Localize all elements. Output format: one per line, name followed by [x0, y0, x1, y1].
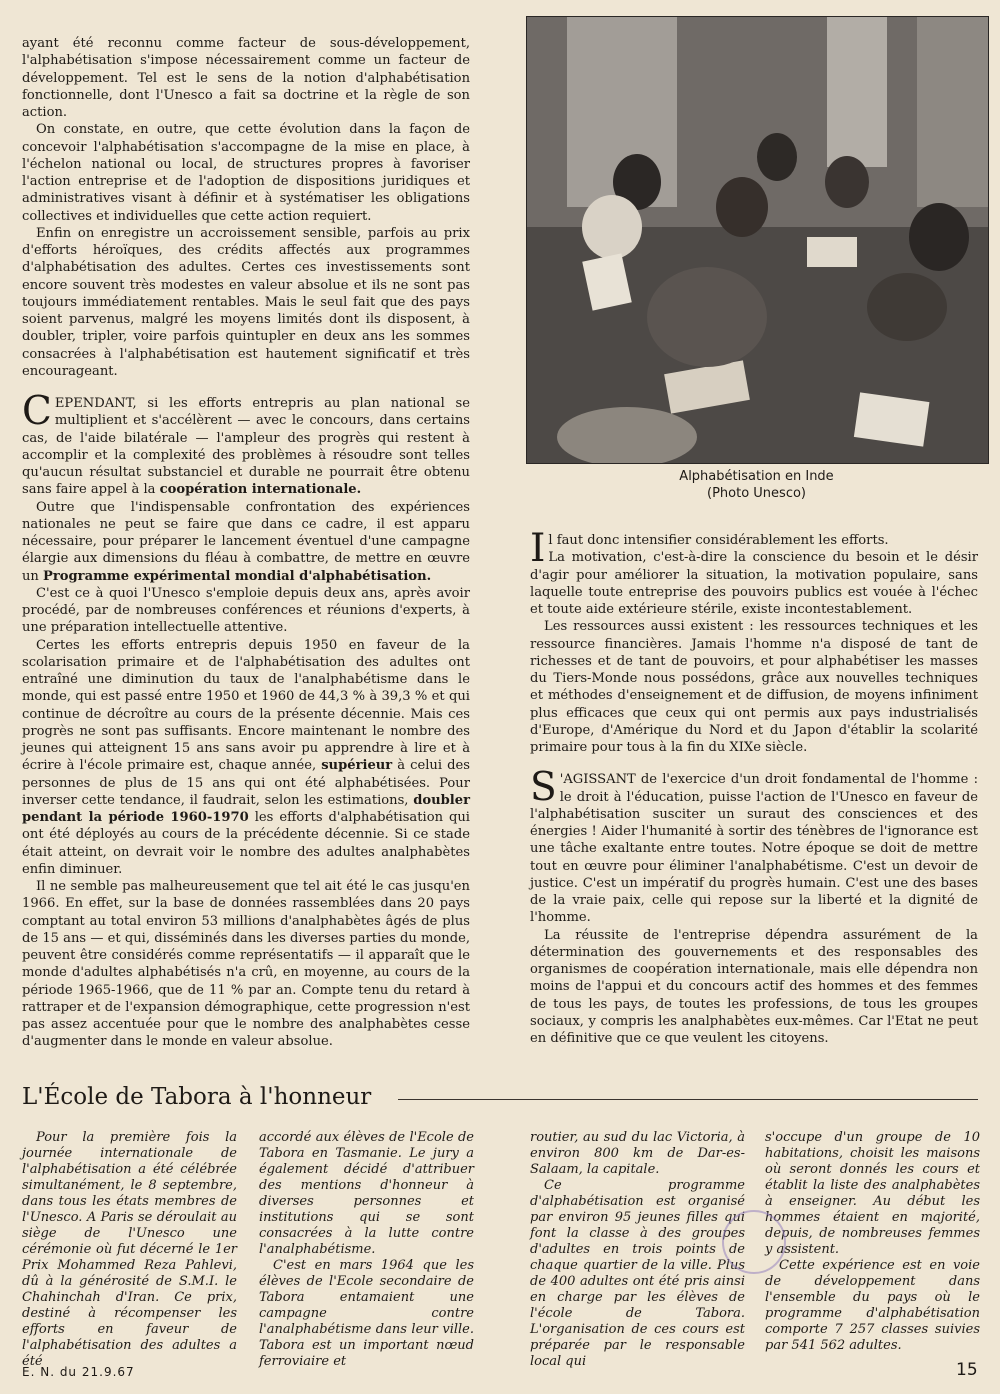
library-stamp: [722, 1210, 786, 1274]
paragraph: Cette expérience est en voie de développement dans l'ensemble du pays où le programme d'alphabétisation comporte 7 257 classes suivies par 541 562 adultes.: [765, 1258, 980, 1353]
section-title: L'École de Tabora à l'honneur: [22, 1084, 372, 1110]
paragraph-dropcap: CEPENDANT, si les efforts entrepris au plan national se multiplient et s'accélèrent — avec le concours, dans certains cas, de l'aide bilatérale — l'ampleur des progrès qui restent à accomplir et la complexité des problèmes à résoudre sont telles qu'aucun résultat substanciel et durable ne pourrait être obtenu sans faire appel à la coopération internationale.: [22, 389, 470, 498]
paragraph: Enfin on enregistre un accroissement sensible, parfois au prix d'efforts héroïques, des crédits affectés aux programmes d'alphabétisation des adultes. Certes ces investissements sont encore souvent très modestes en valeur absolue et ils ne sont pas toujours immédiatement rentables. Mais le seul fait que des pays soient parvenus, malgré les moyens limités dont ils disposent, à doubler, tripler, voire parfois quintupler en deux ans les sommes consacrées à l'alphabétisation est hautement significatif et très encourageant.: [22, 225, 470, 379]
page-number: 15: [956, 1360, 978, 1380]
paragraph: Outre que l'indispensable confrontation des expériences nationales ne peut se faire que dans ce cadre, il est apparu nécessaire, pour préparer le lancement éventuel d'une campagne élargie aux dimensions du fléau à combattre, de mettre en œuvre un Programme expérimental mondial d'alphabétisation.: [22, 499, 470, 584]
paragraph: C'est ce à quoi l'Unesco s'emploie depuis deux ans, après avoir procédé, par de nombreuses conférences et réunions d'experts, à une préparation intellectuelle attentive.: [22, 585, 470, 636]
photo-illustration: [527, 17, 988, 463]
emphasis: doubler pendant la période 1960-1970: [22, 792, 470, 825]
news-column-2: [259, 1130, 474, 1370]
news-column-3: [530, 1130, 745, 1370]
emphasis: supérieur: [321, 758, 393, 774]
paragraph-dropcap: Il faut donc intensifier considérablement les efforts.: [530, 526, 889, 571]
drop-cap: C: [22, 389, 52, 434]
paragraph: accordé aux élèves de l'Ecole de Tabora en Tasmanie. Le jury a également décidé d'attribuer des mentions d'honneur à diverses personnes et institutions qui se sont consacrées à la lutte contre l'analphabétisme.: [259, 1130, 474, 1257]
paragraph: Il ne semble pas malheureusement que tel ait été le cas jusqu'en 1966. En effet, sur la base de données rassemblées dans 20 pays comptant au total environ 53 millions d'analphabètes âgés de plus de 15 ans — et qui, disséminés dans les diverses parties du monde, peuvent être considérés comme représentatifs — il apparaît que le monde d'adultes alphabétisés n'a crû, en moyenne, au cours de la période 1965-1966, que de 11 % par an. Compte tenu du retard à rattraper et de l'expansion démographique, cette progression n'est pas assez accentuée pour que le nombre des analphabètes cesse d'augmenter dans le monde en valeur absolue.: [22, 879, 470, 1050]
drop-cap: S: [530, 765, 557, 811]
paragraph: routier, au sud du lac Victoria, à environ 800 km de Dar-es-Salaam, la capitale.: [530, 1130, 745, 1177]
issue-date: E. N. du 21.9.67: [22, 1365, 135, 1379]
photo-caption: Alphabétisation en Inde (Photo Unesco): [679, 469, 834, 501]
paragraph: s'occupe d'un groupe de 10 habitations, choisit les maisons où seront donnés les cours et établit la liste des analphabètes à enseigner. Au début les hommes étaient en majorité, depuis, de nombreuses femmes y assistent.: [765, 1130, 980, 1257]
paragraph: Certes les efforts entrepris depuis 1950 en faveur de la scolarisation primaire et de l'alphabétisation des adultes ont entraîné une diminution du taux de l'analphabétisme dans le monde, qui est passé entre 1950 et 1960 de 44,3 % à 39,3 % et qui continue de décroître au cours de la présente décennie. Mais ces progrès ne sont pas suffisants. Encore maintenant le nombre des jeunes qui atteignent 15 ans sans avoir pu apprendre à lire et à écrire à l'école primaire est, chaque année, supérieur à celui des personnes de plus de 15 ans qui ont été alphabétisées. Pour inverser cette tendance, il faudrait, selon les estimations, doubler pendant la période 1960-1970 les efforts d'alphabétisation qui ont été déployés au cours de la précédente décennie. Si ce stade était atteint, on devrait voir le nombre des adultes analphabètes enfin diminuer.: [22, 637, 470, 877]
paragraph: ayant été reconnu comme facteur de sous-développement, l'alphabétisation s'impose nécessairement comme un facteur de développement. Tel est le sens de la notion d'alphabétisation fonctionnelle, dont l'Unesco a fait sa doctrine et la règle de son action.: [22, 36, 470, 120]
news-column-1: [22, 1130, 237, 1370]
paragraph: Les ressources aussi existent : les ressources techniques et les ressource financières. Jamais l'homme n'a disposé de tant de richesses et de tant de pouvoirs, et pour alphabétiser les masses du Tiers-Monde nous possédons, grâce aux nouvelles techniques et méthodes d'enseignement et de diffusion, de moyens infiniment plus efficaces que ceux qui ont permis aux pays industrialisés d'Europe, d'Amérique du Nord et du Japon d'établir la scolarité primaire pour tous à la fin du XIXe siècle.: [530, 619, 978, 755]
paragraph: La motivation, c'est-à-dire la conscience du besoin et le désir d'agir pour améliorer la situation, la motivation populaire, sans laquelle toute entreprise des pouvoirs publics est vouée à l'échec et toute aide extérieure stérile, existe incontestablement.: [530, 550, 978, 617]
emphasis: Programme expérimental mondial d'alphabétisation.: [43, 568, 432, 584]
paragraph: Pour la première fois la journée internationale de l'alphabétisation a été célébrée simultanément, le 8 septembre, dans tous les états membres de l'Unesco. A Paris se déroulait au siège de l'Unesco une cérémonie où fut décerné le 1er Prix Mohammed Reza Pahlevi, dû à la générosité de S.M.I. le Chahinchah d'Iran. Ce prix, destiné à récompenser les efforts en faveur de l'alphabétisation des adultes a été: [22, 1130, 237, 1369]
paragraph: C'est en mars 1964 que les élèves de l'Ecole secondaire de Tabora entamaient une campagne contre l'analphabétisme dans leur ville. Tabora est un important nœud ferroviaire et: [259, 1258, 474, 1369]
paragraph: On constate, en outre, que cette évolution dans la façon de concevoir l'alphabétisation s'accompagne de la mise en place, à l'échelon national ou local, de structures propres à favoriser l'action entreprise et de l'adoption de dispositions juridiques et administratives visant à définir et à systématiser les obligations collectives et individuelles que cette action requiert.: [22, 122, 470, 224]
article-column-right: [530, 526, 978, 1047]
emphasis: coopération internationale.: [159, 482, 362, 498]
drop-cap: I: [530, 526, 546, 571]
news-column-4: [765, 1130, 980, 1354]
paragraph-dropcap: S 'AGISSANT de l'exercice d'un droit fondamental de l'homme : le droit à l'éducation, puisse l'action de l'Unesco en faveur de l'alphabétisation susciter un suraut des consciences et des énergies ! Aider l'humanité à sortir des ténèbres de l'ignorance est une tâche exaltante entre toutes. Notre époque se doit de mettre tout en œuvre pour éliminer l'analphabétisme. C'est un devoir de justice. C'est un impératif du progrès humain. C'est une des bases de la vraie paix, celle qui repose sur la liberté et la dignité de l'homme.: [530, 765, 978, 926]
title-rule: [398, 1099, 978, 1100]
article-column-left: [22, 35, 470, 1051]
paragraph: La réussite de l'entreprise dépendra assurément de la détermination des gouvernements et des responsables des organismes de coopération internationale, mais elle dépendra non moins de l'appui et du concours actif des hommes et des femmes de tous les pays, de toutes les professions, de tous les groupes sociaux, y compris les analphabètes eux-mêmes. Car l'Etat ne peut en définitive que ce que veulent les citoyens.: [530, 927, 978, 1046]
paragraph: Ce programme d'alphabétisation est organisé par environ 95 jeunes filles qui font la classe à des groupes d'adultes en trois points de chaque quartier de la ville. Plus de 400 adultes ont été pris ainsi en charge par les élèves de l'école de Tabora. L'organisation de ces cours est préparée par le responsable local qui: [530, 1178, 745, 1369]
photo-literacy-india: [526, 16, 989, 464]
